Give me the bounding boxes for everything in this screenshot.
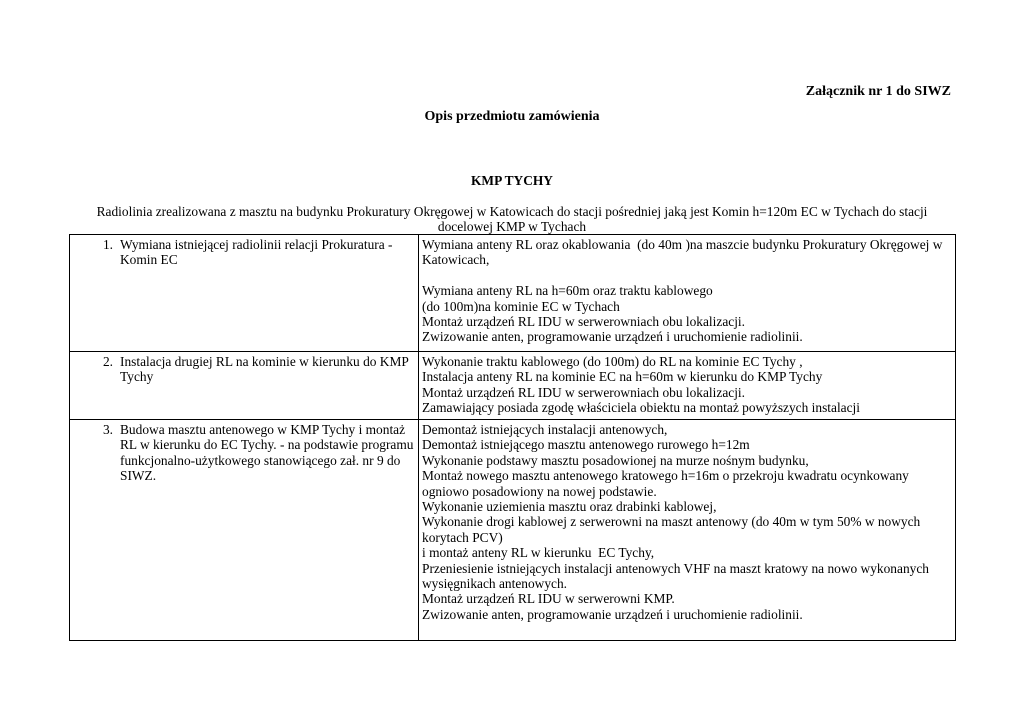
detail-line: Montaż urządzeń RL IDU w serwerowni KMP. [422, 591, 675, 607]
detail-line: Montaż urządzeń RL IDU w serwerowniach obu lokalizacji. [422, 384, 745, 400]
table-row [70, 352, 956, 420]
detail-line: Przeniesienie istniejących instalacji antenowych VHF na maszt kratowy na nowo wykonanych wysięgnikach antenowych. [422, 560, 933, 592]
detail-line: i montaż anteny RL w kierunku EC Tychy, [422, 545, 655, 561]
detail-line: Montaż nowego masztu antenowego kratowego h=16m o przekroju kwadratu ocynkowany ogniowo posadowiony na nowej podstawie. [422, 468, 913, 499]
detail-line: Instalacja anteny RL na kominie EC na h=60m w kierunku do KMP Tychy [422, 369, 823, 385]
detail-line: Zamawiający posiada zgodę właściciela obiektu na montaż powyższych instalacji [422, 400, 861, 416]
annex-label: Załącznik nr 1 do SIWZ [805, 84, 951, 99]
detail-line: Demontaż istniejącego masztu antenowego rurowego h=12m [422, 437, 750, 453]
document-title: Opis przedmiotu zamówienia [424, 109, 600, 124]
row-number: 1. [102, 237, 113, 252]
scope-table [69, 234, 956, 641]
detail-spacer [422, 268, 952, 283]
detail-line: Wykonanie traktu kablowego (do 100m) do RL na kominie EC Tychy , [422, 354, 803, 369]
section-title: KMP TYCHY [471, 173, 553, 188]
task-cell [70, 235, 419, 352]
details-cell [419, 420, 956, 641]
intro-paragraph: Radiolinia zrealizowana z masztu na budynku Prokuratury Okręgowej w Katowicach do stacji pośredniej jaką jest Komin h=120m EC w Tychach do stacji docelowej KMP w Tychach [96, 204, 928, 234]
table-row [70, 235, 956, 352]
task-cell [70, 352, 419, 420]
task-text: Instalacja drugiej RL na kominie w kierunku do KMP Tychy [120, 354, 409, 385]
task-text: Wymiana istniejącej radiolinii relacji Prokuratura - Komin EC [120, 237, 393, 268]
detail-line: Wykonanie podstawy masztu posadowionej na murze nośnym budynku, [422, 452, 809, 468]
row-number: 2. [102, 354, 113, 369]
detail-line: (do 100m)na kominie EC w Tychach [422, 298, 620, 314]
task-text: Budowa masztu antenowego w KMP Tychy i montaż RL w kierunku do EC Tychy. - na podstawie programu funkcjonalno-użytkowego stanowiącego zał. nr 9 do SIWZ. [120, 422, 414, 484]
details-cell [419, 352, 956, 420]
row-number: 3. [102, 422, 113, 437]
detail-line: Montaż urządzeń RL IDU w serwerowniach obu lokalizacji. [422, 314, 745, 330]
detail-line: Zwizowanie anten, programowanie urządzeń i uruchomienie radiolinii. [422, 606, 803, 622]
detail-line: Wykonanie uziemienia masztu oraz drabinki kablowej, [422, 499, 717, 515]
detail-line: Wymiana anteny RL na h=60m oraz traktu kablowego [422, 283, 713, 299]
detail-line: Wykonanie drogi kablowej z serwerowni na maszt antenowy (do 40m w tym 50% w nowych korytach PCV) [422, 514, 924, 545]
table-row [70, 420, 956, 641]
detail-line: Wymiana anteny RL oraz okablowania (do 40m )na maszcie budynku Prokuratury Okręgowej w Katowicach, [422, 237, 946, 268]
task-cell [70, 420, 419, 641]
detail-line: Zwizowanie anten, programowanie urządzeń i uruchomienie radiolinii. [422, 329, 803, 345]
detail-line: Demontaż istniejących instalacji antenowych, [422, 422, 668, 437]
details-cell [419, 235, 956, 352]
